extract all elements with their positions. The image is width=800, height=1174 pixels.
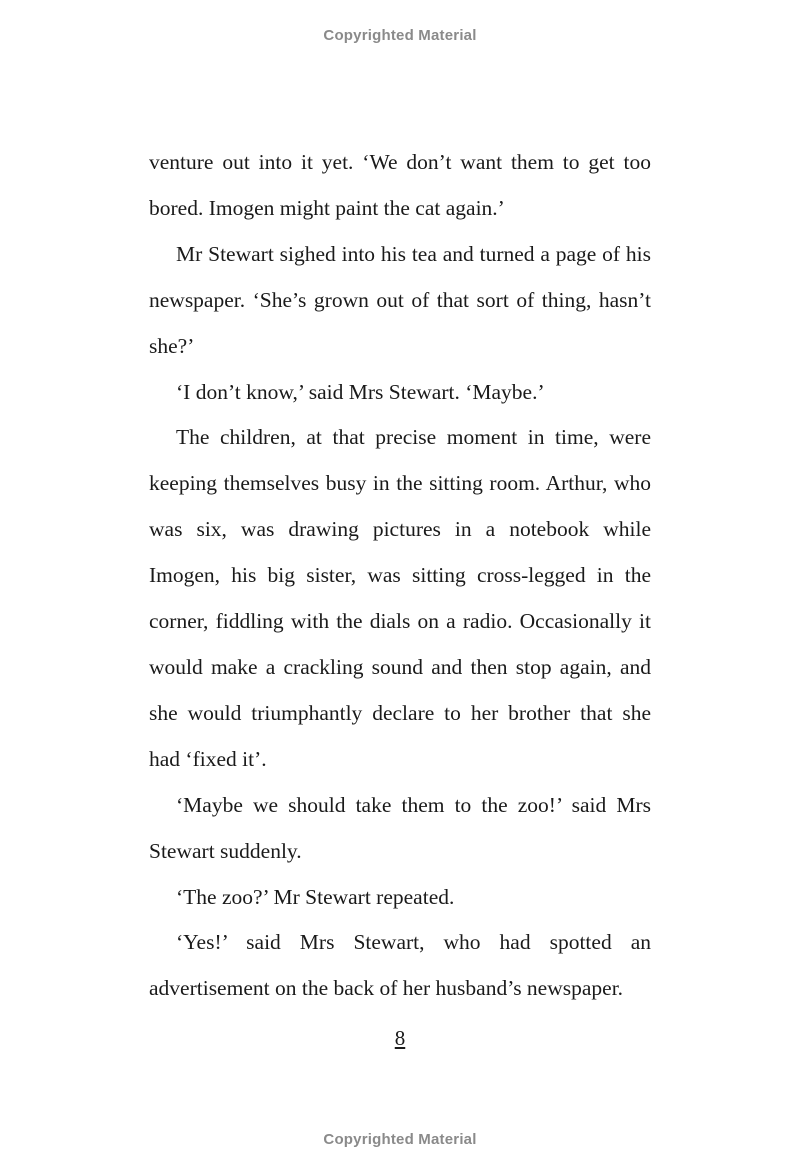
paragraph-1: venture out into it yet. ‘We don’t want them to get too bored. Imogen might paint the cat again.’ (149, 150, 651, 220)
paragraph-5: ‘Maybe we should take them to the zoo!’ said Mrs Stewart suddenly. (149, 792, 651, 863)
copyright-watermark-bottom: Copyrighted Material (323, 1131, 477, 1148)
paragraph-6: ‘The zoo?’ Mr Stewart repeated. (176, 884, 455, 909)
copyright-watermark-top: Copyrighted Material (323, 27, 477, 44)
page-body-text (149, 140, 651, 1012)
paragraph-4: The children, at that precise moment in time, were keeping themselves busy in the sitting room. Arthur, who was six, was drawing pictures in a notebook while Imogen, his big sister, was sitting cross-legged in the corner, fiddling with the dials on a radio. Occasionally it would make a crackling sound and then stop again, and she would triumphantly declare to her brother that she had ‘fixed it’. (149, 425, 651, 771)
paragraph-2: Mr Stewart sighed into his tea and turned a page of his newspaper. ‘She’s grown out of that sort of thing, hasn’t she?’ (149, 241, 651, 358)
paragraph-3: ‘I don’t know,’ said Mrs Stewart. ‘Maybe.’ (176, 379, 545, 404)
paragraph-7: ‘Yes!’ said Mrs Stewart, who had spotted an advertisement on the back of her husband’s newspaper. (149, 930, 651, 1001)
page-number: 8 (394, 1026, 406, 1050)
